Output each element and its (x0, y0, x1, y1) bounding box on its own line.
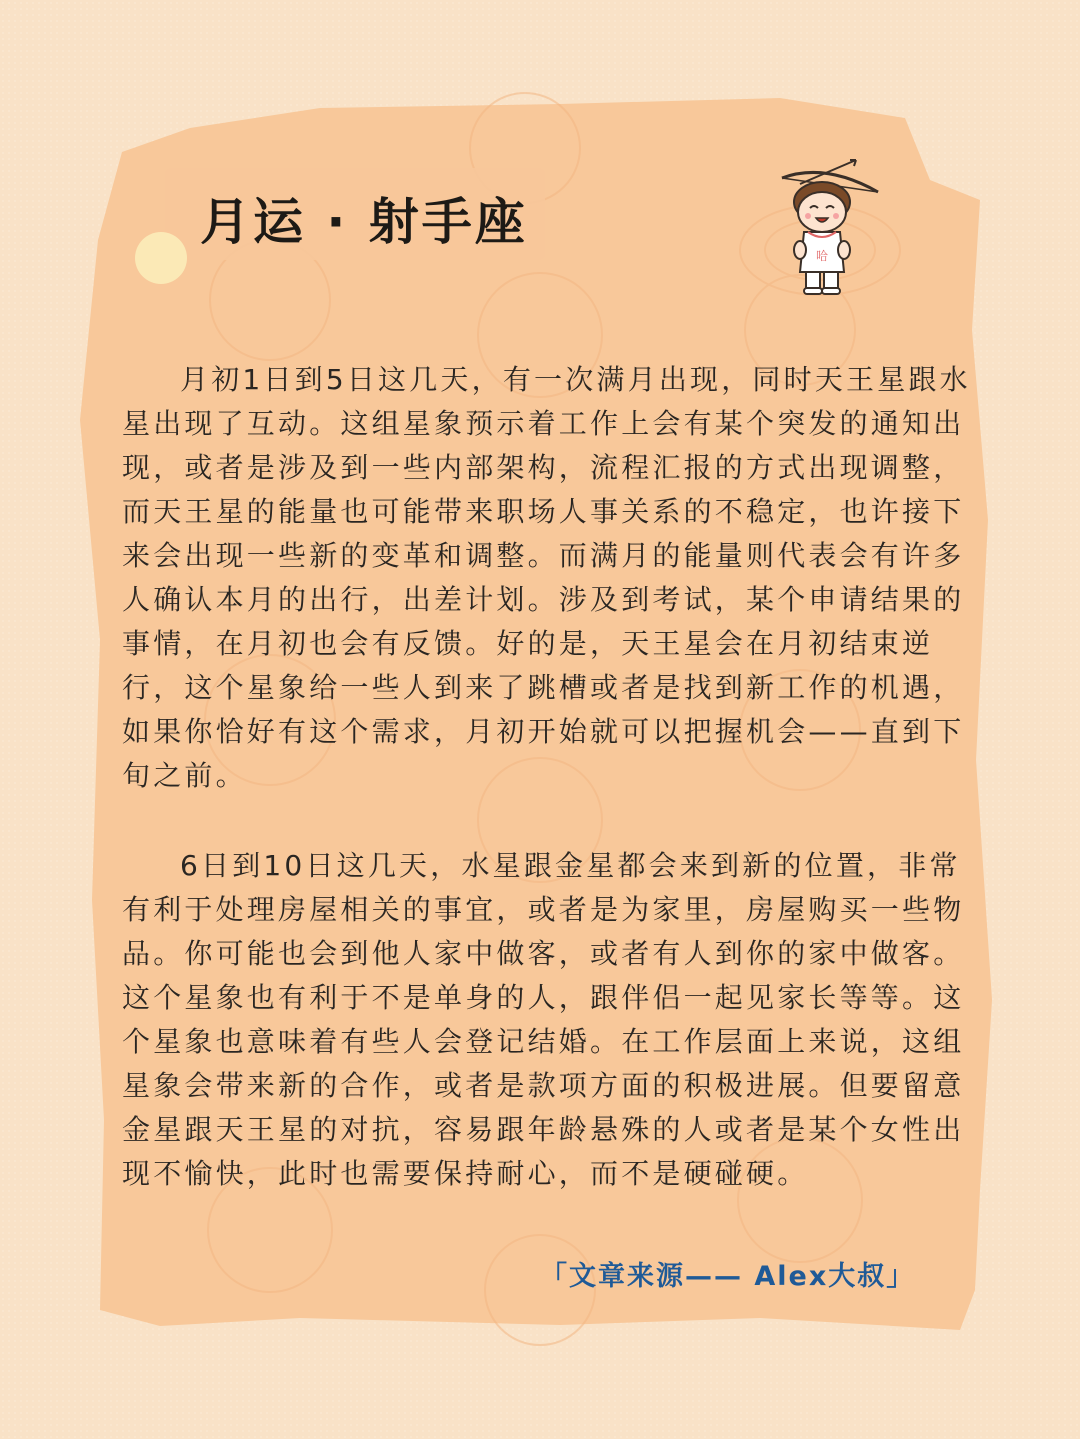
article-paragraph-2: 6日到10日这几天，水星跟金星都会来到新的位置，非常有利于处理房屋相关的事宜，或者是为家里，房屋购买一些物品。你可能也会到他人家中做客，或者有人到你的家中做客。这个星象也有利于不是单身的人，跟伴侣一起见家长等等。这个星象也意味着有些人会登记结婚。在工作层面上来说，这组星象会带来新的合作，或者是款项方面的积极进展。但要留意金星跟天王星的对抗，容易跟年龄悬殊的人或者是某个女性出现不愉快，此时也需要保持耐心，而不是硬碰硬。 (122, 849, 965, 1190)
article-paragraph-1: 月初1日到5日这几天，有一次满月出现，同时天王星跟水星出现了互动。这组星象预示着工作上会有某个突发的通知出现，或者是涉及到一些内部架构，流程汇报的方式出现调整，而天王星的能量也可能带来职场人事关系的不稳定，也许接下来会出现一些新的变革和调整。而满月的能量则代表会有许多人确认本月的出行，出差计划。涉及到考试，某个申请结果的事情，在月初也会有反馈。好的是，天王星会在月初结束逆行，这个星象给一些人到来了跳槽或者是找到新工作的机遇，如果你恰好有这个需求，月初开始就可以把握机会——直到下旬之前。 (122, 363, 971, 792)
decorative-dot (135, 232, 187, 284)
page-title: 月运 · 射手座 (200, 193, 528, 251)
mascot-shirt-text: 哈 (815, 249, 829, 263)
article-source: 「文章来源—— Alex大叔」 (540, 1261, 916, 1292)
archer-boy-mascot-icon (760, 150, 930, 320)
